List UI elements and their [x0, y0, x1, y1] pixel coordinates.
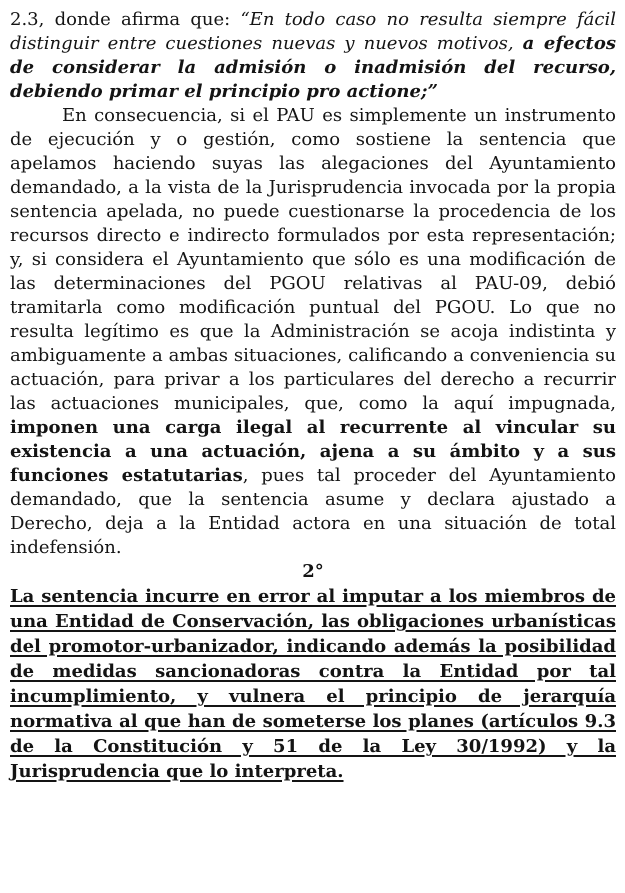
- citation-intro-text: 2.3, donde afirma que:: [10, 9, 241, 30]
- argument-text-start: En consecuencia, si el PAU es simplemente un instrumento de ejecución y o gestión, como sostiene la sentencia que apelamos haciendo suyas las alegaciones del Ayuntamiento demandado, a la vista de la Jurisprudencia invocada por la propia sentencia apelada, no puede cuestionarse la procedencia de los recursos directo e indirecto formulados por esta representación; y, si considera el Ayuntamiento que sólo es una modificación de las determinaciones del PGOU relativas al PAU-09, debió tramitarla como modificación puntual del PGOU. Lo que no resulta legítimo es que la Administración se acoja indistinta y ambiguamente a ambas situaciones, calificando a conveniencia su actuación, para privar a los particulares del derecho a recurrir las actuaciones municipales, que, como la aquí impugnada,: [10, 105, 616, 414]
- section-heading-second: 2°: [302, 561, 324, 582]
- argument-bold-emphasis: imponen una carga ilegal al recurrente al vincular su existencia a una actuación, ajena a su ámbito y a sus funciones estatutarias: [10, 417, 616, 486]
- argument-text-end: , pues tal proceder del Ayuntamiento demandado, que la sentencia asume y declara ajustado a Derecho, deja a la Entidad actora en una situación de total indefensión.: [10, 465, 616, 558]
- citation-bold-italic-quote: a efectos de considerar la admisión o inadmisión del recurso, debiendo primar el principio pro actione;”: [10, 33, 616, 102]
- citation-italic-quote: “En todo caso no resulta siempre fácil distinguir entre cuestiones nuevas y nuevos motivos,: [10, 9, 616, 54]
- paragraph-appeal-ground: La sentencia incurre en error al imputar a los miembros de una Entidad de Conservación, las obligaciones urbanísticas del promotor-urbanizador, indicando además la posibilidad de medidas sancionadoras contra la Entidad por tal incumplimiento, y vulnera el principio de jerarquía normativa al que han de someterse los planes (artículos 9.3 de la Constitución y 51 de la Ley 30/1992) y la Jurisprudencia que lo interpreta.: [10, 586, 616, 782]
- paragraph-citation: [10, 8, 616, 104]
- paragraph-argument: [10, 104, 616, 560]
